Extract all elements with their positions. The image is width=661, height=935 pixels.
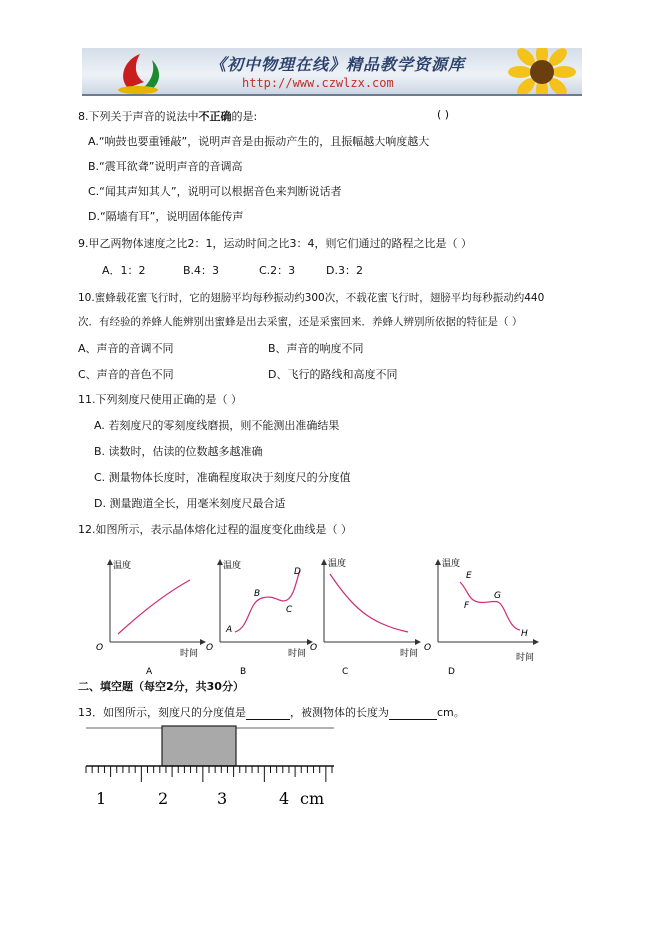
graph-d-point-h: H: [521, 629, 528, 639]
q9-option-d: D.3：2: [326, 264, 363, 277]
q11-option-c: C. 测量物体长度时，准确程度取决于刻度尺的分度值: [94, 471, 351, 484]
graph-a-caption: A: [146, 667, 153, 677]
ruler: [86, 766, 334, 808]
graph-d-point-f: F: [464, 601, 470, 611]
ruler-number-3: 3: [217, 789, 228, 808]
ruler-number-1: 1: [96, 789, 107, 808]
q13-middle: ，被测物体的长度为: [290, 706, 389, 719]
graph-a: [96, 559, 205, 677]
graph-a-y-label: 温度: [113, 561, 132, 571]
q8-stem-bold: 不正确: [198, 110, 232, 123]
graph-d-origin: O: [424, 643, 432, 653]
q8-stem-suffix: 的是:: [231, 110, 258, 123]
banner-title: 《初中物理在线》精品教学资源库: [210, 55, 466, 74]
graph-b-point-a: A: [226, 625, 233, 635]
q11-option-d: D. 测量跑道全长，用毫米刻度尺最合适: [94, 497, 286, 510]
graph-b-y-label: 温度: [223, 561, 242, 571]
ruler-unit: cm: [300, 789, 325, 808]
graph-d-point-g: G: [494, 591, 501, 601]
q12-graphs: [90, 552, 570, 682]
q13-blank-1[interactable]: [246, 707, 290, 720]
q13-blank-2[interactable]: [389, 707, 437, 720]
graph-c: [310, 557, 420, 677]
graph-a-x-label: 时间: [180, 649, 199, 659]
q9-option-a: A．1：2: [102, 264, 146, 277]
q8-option-c: C.“闻其声知其人”，说明可以根据音色来判断说话者: [88, 185, 342, 198]
q9-option-b: B.4：3: [183, 264, 220, 277]
graph-b: [206, 559, 312, 677]
q10-line1: 10.蜜蜂载花蜜飞行时，它的翅膀平均每秒振动约300次，不载花蜜飞行时，翅膀平均每秒振动约440: [78, 292, 545, 304]
graph-d: [424, 557, 538, 677]
q9-option-c: C.2：3: [259, 264, 296, 277]
banner-underline: [82, 94, 582, 96]
q8-paren: ( ): [437, 108, 450, 121]
q12-stem: 12.如图所示，表示晶体熔化过程的温度变化曲线是（ ）: [78, 523, 352, 536]
q10-option-c: C、声音的音色不同: [78, 368, 174, 381]
graph-b-x-label: 时间: [288, 649, 307, 659]
graph-d-y-label: 温度: [442, 559, 461, 569]
graph-b-point-c: C: [286, 605, 293, 615]
q13-prefix: 13．如图所示，刻度尺的分度值是: [78, 706, 246, 719]
q9-stem: 9.甲乙两物体速度之比2：1，运动时间之比3：4，则它们通过的路程之比是（ ）: [78, 237, 472, 250]
graph-d-x-label: 时间: [516, 653, 535, 663]
banner-url[interactable]: http://www.czwlzx.com: [242, 76, 394, 90]
logo-icon: [110, 48, 170, 96]
graph-d-point-e: E: [466, 571, 472, 581]
q10-line2: 次．有经验的养蜂人能辨别出蜜蜂是出去采蜜，还是采蜜回来．养蜂人辨别所依据的特征是（ ）: [78, 316, 523, 328]
q10-option-d: D、飞行的路线和高度不同: [268, 368, 398, 381]
ruler-figure: [82, 720, 342, 810]
curve-c: [330, 574, 408, 632]
q11-option-b: B. 读数时，估读的位数越多越准确: [94, 445, 263, 458]
graph-b-caption: B: [240, 667, 247, 677]
q10-option-b: B、声音的响度不同: [268, 342, 364, 355]
q10-option-a: A、声音的音调不同: [78, 342, 174, 355]
graph-c-y-label: 温度: [328, 559, 347, 569]
q8-stem-prefix: 8.下列关于声音的说法中: [78, 110, 199, 123]
graph-a-origin: O: [96, 643, 104, 653]
q13-suffix: cm。: [437, 706, 465, 719]
graph-c-origin: O: [310, 643, 318, 653]
ruler-number-4: 4: [279, 789, 290, 808]
graph-b-point-b: B: [254, 589, 261, 599]
q8-option-d: D.“隔墙有耳”，说明固体能传声: [88, 210, 244, 223]
sunflower-icon: [502, 48, 582, 96]
graph-b-origin: O: [206, 643, 214, 653]
curve-a: [118, 580, 190, 634]
graph-b-point-d: D: [294, 567, 301, 577]
section2-title: 二、填空题（每空2分，共30分）: [78, 680, 244, 693]
header-banner: [82, 48, 582, 96]
q8-option-a: A.“响鼓也要重锤敲”，说明声音是由振动产生的，且振幅越大响度越大: [88, 135, 430, 148]
graph-c-caption: C: [342, 667, 349, 677]
ruler-ticks: [86, 766, 332, 782]
q11-option-a: A. 若刻度尺的零刻度线磨损，则不能测出准确结果: [94, 419, 340, 432]
q8-stem: [78, 108, 257, 124]
measured-object: [162, 726, 236, 766]
ruler-number-2: 2: [158, 789, 169, 808]
q8-option-b: B.“震耳欲聋”说明声音的音调高: [88, 160, 243, 173]
graph-c-x-label: 时间: [400, 649, 419, 659]
curve-b: [235, 570, 300, 632]
q11-stem: 11.下列刻度尺使用正确的是（ ）: [78, 393, 242, 406]
graph-d-caption: D: [448, 667, 455, 677]
q13-stem: [78, 704, 465, 720]
